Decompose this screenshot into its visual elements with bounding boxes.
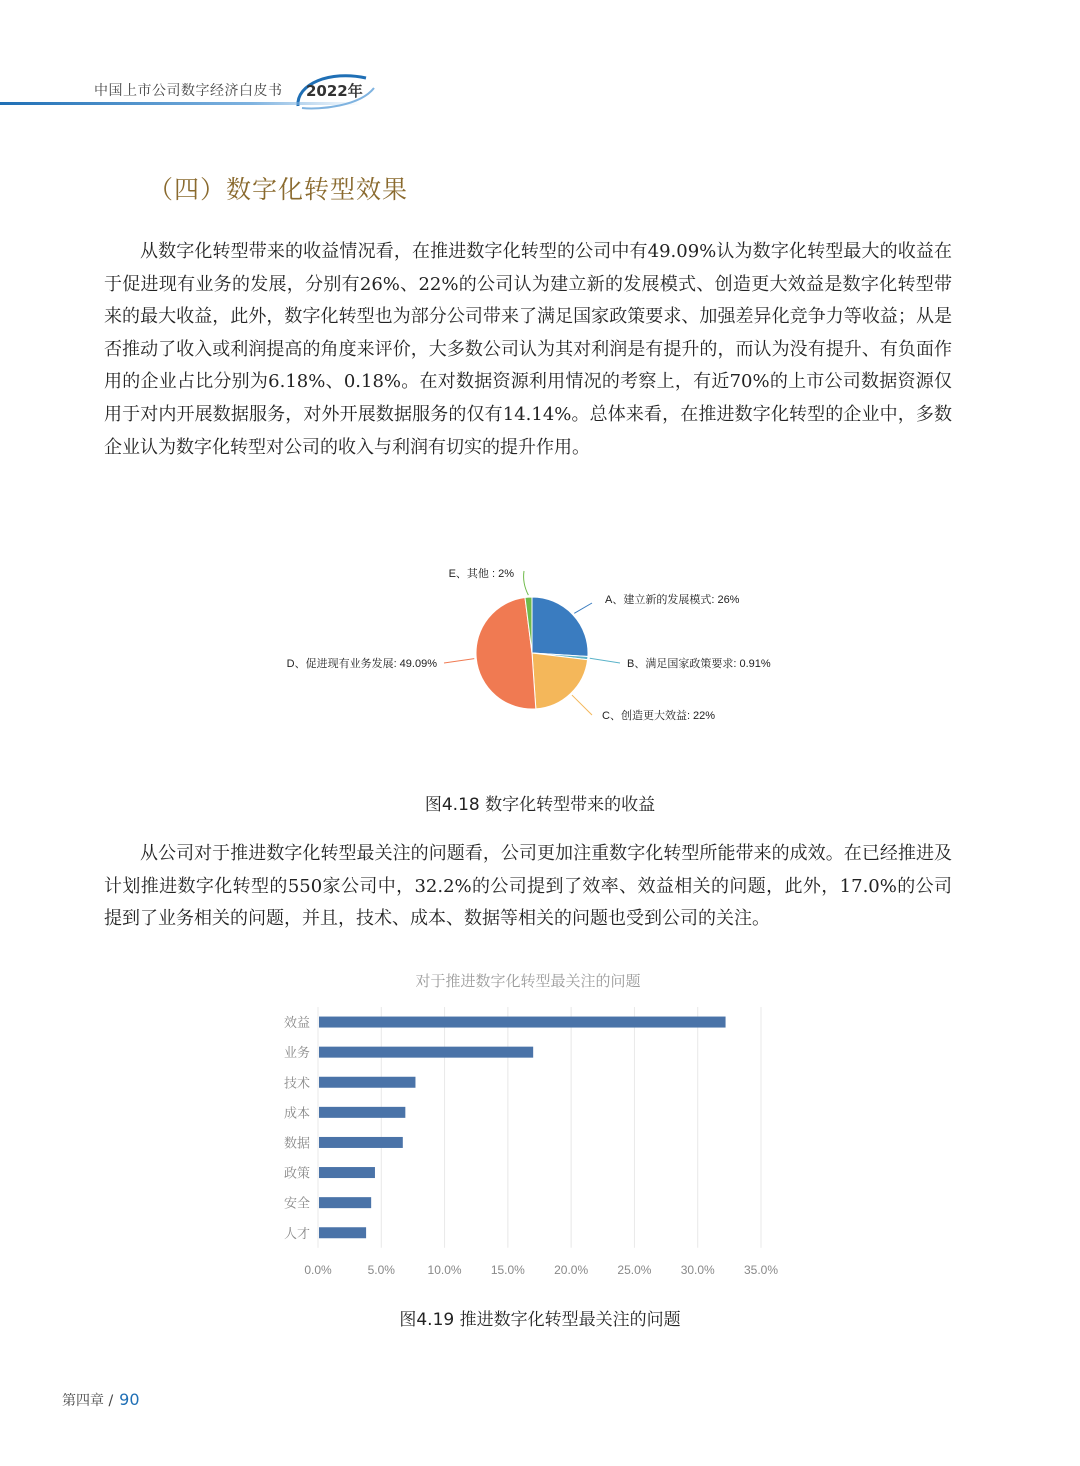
pie-leader-line-d (444, 659, 474, 663)
pie-label-c: C、创造更大效益: 22% (602, 710, 716, 722)
concerns-bar-chart (270, 962, 810, 1287)
pie-label-e: E、其他 : 2% (448, 568, 514, 580)
figure-caption-4-19: 图4.19 推进数字化转型最关注的问题 (399, 1310, 681, 1330)
bar-5 (319, 1167, 375, 1178)
y-category-label-7: 人才 (283, 1226, 310, 1242)
y-category-label-1: 业务 (283, 1046, 310, 1062)
bar-2 (319, 1077, 415, 1088)
y-category-label-5: 政策 (283, 1166, 310, 1182)
x-tick-label-2: 10.0% (427, 1262, 462, 1277)
pie-slice-a (532, 597, 588, 657)
pie-leader-line-c (572, 695, 592, 715)
x-tick-label-1: 5.0% (367, 1262, 395, 1277)
section-title: （四）数字化转型效果 (148, 175, 409, 204)
x-tick-label-5: 25.0% (617, 1262, 652, 1277)
header-year: 2022年 (306, 82, 363, 100)
pie-slice-c (532, 653, 588, 709)
y-category-label-3: 成本 (283, 1106, 310, 1122)
x-tick-label-3: 15.0% (490, 1262, 525, 1277)
bar-1 (319, 1047, 533, 1058)
figure-caption-4-18: 图4.18 数字化转型带来的收益 (424, 795, 656, 815)
pie-label-b: B、满足国家政策要求: 0.91% (627, 658, 771, 670)
x-tick-label-4: 20.0% (554, 1262, 589, 1277)
y-category-label-6: 安全 (283, 1196, 310, 1212)
bar-4 (319, 1137, 403, 1148)
body-paragraph-2: 从公司对于推进数字化转型最关注的问题看，公司更加注重数字化转型所能带来的成效。在已经推进及计划推进数字化转型的550家公司中，32.2%的公司提到了效率、效益相关的问题，此外，17.0%的公司提到了业务相关的问题，并且，技术、成本、数据等相关的问题也受到公司的关注。 (104, 843, 952, 930)
page-footer (62, 1390, 140, 1410)
header-rule (0, 102, 360, 105)
page-number: 90 (119, 1390, 140, 1409)
pie-leader-line-b (590, 658, 620, 663)
bar-7 (319, 1227, 366, 1238)
pie-leader-line-a (574, 603, 592, 613)
y-category-label-2: 技术 (283, 1076, 310, 1092)
bar-3 (319, 1107, 405, 1118)
bar-0 (319, 1017, 726, 1028)
x-tick-label-6: 30.0% (680, 1262, 715, 1277)
body-paragraph-1: 从数字化转型带来的收益情况看，在推进数字化转型的公司中有49.09%认为数字化转型最大的收益在于促进现有业务的发展，分别有26%、22%的公司认为建立新的发展模式、创造更大效益是数字化转型带来的最大收益，此外，数字化转型也为部分公司带来了满足国家政策要求、加强差异化竞争力等收益；从是否推动了收入或利润提高的角度来评价，大多数公司认为其对利润是有提升的，而认为没有提升、有负面作用的企业占比分别为6.18%、0.18%。在对数据资源利用情况的考察上，有近70%的上市公司数据资源仅用于对内开展数据服务，对外开展数据服务的仅有14.14%。总体来看，在推进数字化转型的企业中，多数企业认为数字化转型对公司的收入与利润有切实的提升作用。 (104, 241, 952, 458)
benefits-pie-chart (270, 555, 810, 740)
x-tick-label-0: 0.0% (304, 1262, 332, 1277)
x-tick-label-7: 35.0% (743, 1262, 779, 1277)
bar-chart-title: 对于推进数字化转型最关注的问题 (415, 972, 641, 990)
page-header (0, 0, 1080, 120)
y-category-label-0: 效益 (283, 1016, 310, 1032)
footer-chapter: 第四章 / (62, 1393, 114, 1409)
pie-label-d: D、促进现有业务发展: 49.09% (286, 658, 437, 670)
pie-leader-line-e (524, 571, 529, 595)
header-title: 中国上市公司数字经济白皮书 (94, 83, 283, 99)
y-category-label-4: 数据 (283, 1136, 310, 1152)
bar-6 (319, 1197, 371, 1208)
pie-label-a: A、建立新的发展模式: 26% (605, 594, 740, 606)
